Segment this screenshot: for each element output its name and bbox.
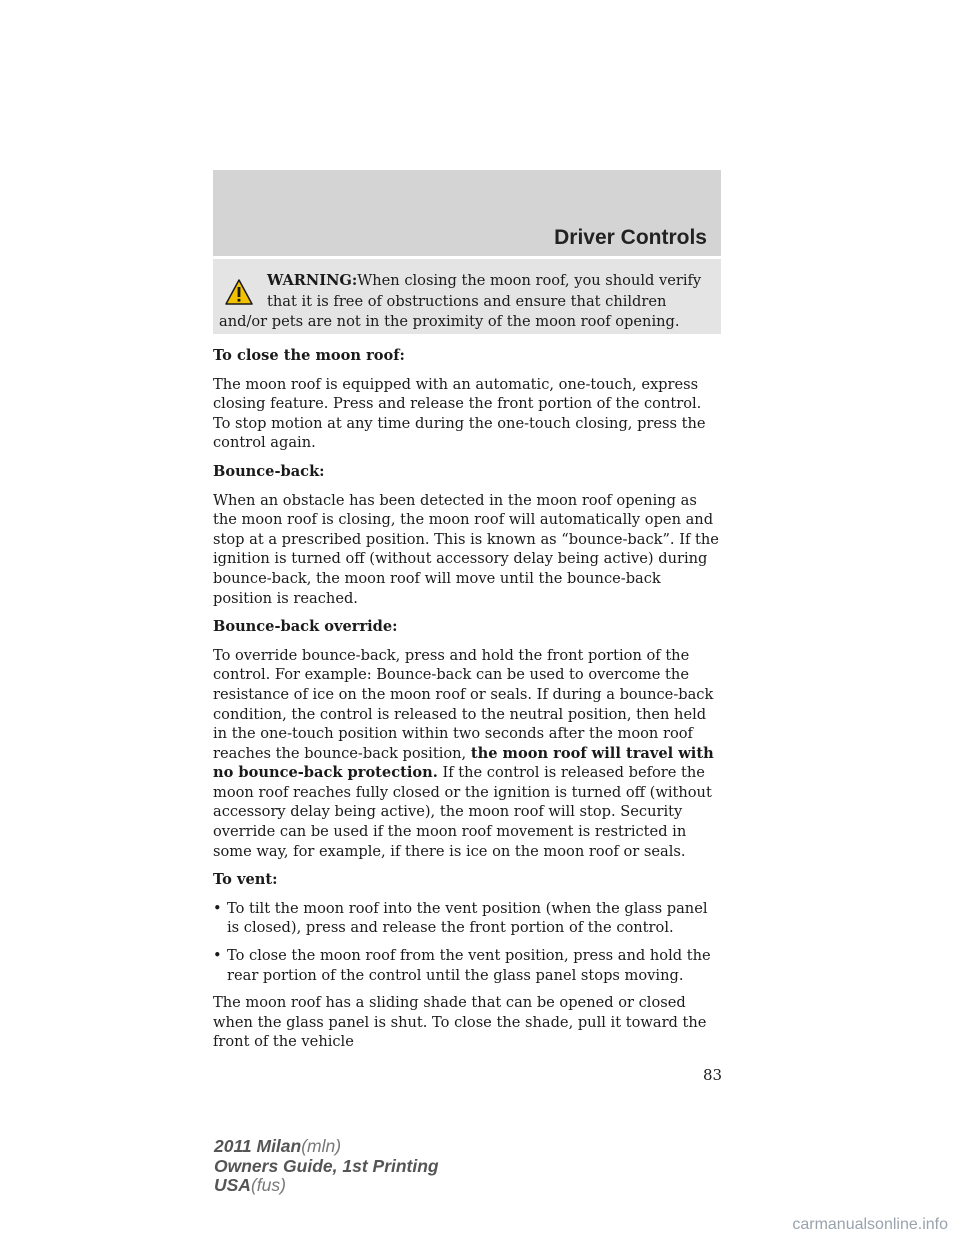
list-item-text: To tilt the moon roof into the vent position (when the glass panel is closed), press and release the front portion of the control. bbox=[227, 899, 708, 937]
list-item-text: To close the moon roof from the vent position, press and hold the rear portion of the control until the glass panel stops moving. bbox=[227, 947, 711, 984]
bullet-marker: • bbox=[213, 947, 222, 965]
shade-paragraph: The moon roof has a sliding shade that can be opened or closed when the glass panel is shut. To close the shade, pull it toward the front of the vehicle bbox=[213, 994, 707, 1051]
close-paragraph: The moon roof is equipped with an automatic, one-touch, express closing feature. Press and release the front portion of the control. To stop motion at any time during the one-touch closing, press the control again. bbox=[213, 375, 706, 452]
override-text-1: To override bounce-back, press and hold the front portion of the control. For example: Bounce-back can be used to overcome the resistance of ice on the moon roof or seals. If during a bounce-back condition, the control is released to the neutral position, then held in the one-touch position within two seconds after the moon roof reaches the bounce-back position, bbox=[213, 646, 714, 762]
print-footer bbox=[214, 1137, 439, 1196]
warning-label: WARNING: bbox=[267, 272, 358, 289]
list-item bbox=[213, 946, 723, 985]
footer-market-code: (fus) bbox=[250, 1175, 286, 1195]
override-paragraph bbox=[213, 646, 723, 862]
footer-model: 2011 Milan bbox=[214, 1136, 302, 1156]
footer-market: USA bbox=[214, 1175, 251, 1195]
close-heading: To close the moon roof: bbox=[213, 347, 405, 364]
body-text bbox=[213, 346, 723, 1061]
vent-heading: To vent: bbox=[213, 871, 278, 889]
footer-line-3 bbox=[214, 1176, 439, 1196]
override-text-2: If the control is released before the moon roof reaches fully closed or the ignition is turned off (without accessory delay being active), the moon roof will stop. Security override can be used if the moon roof movement is restricted in some way, for example, if there is ice on the moon roof or seals. bbox=[213, 764, 712, 860]
watermark: carmanualsonline.info bbox=[792, 1216, 948, 1233]
footer-printing: Owners Guide, 1st Printing bbox=[214, 1155, 439, 1176]
bullet-marker: • bbox=[213, 899, 222, 917]
override-heading: Bounce-back override: bbox=[213, 618, 398, 636]
warning-triangle-icon bbox=[225, 278, 253, 306]
bounce-paragraph: When an obstacle has been detected in the moon roof opening as the moon roof is closing, the moon roof will automatically open and stop at a prescribed position. This is known as “bounce-back”. If the ignition is turned off (without accessory delay being active) during bounce-back, the moon roof will move until the bounce-back position is reached. bbox=[213, 491, 719, 607]
page-number: 83 bbox=[703, 1066, 723, 1084]
footer-line-2 bbox=[214, 1157, 439, 1177]
footer-line-1 bbox=[214, 1137, 439, 1157]
footer-model-code: (mln) bbox=[301, 1136, 342, 1156]
section-header-band bbox=[213, 170, 721, 256]
warning-text: When closing the moon roof, you should verify that it is free of obstructions and ensure that children and/or pets are not in the proximity of the moon roof opening. bbox=[219, 272, 702, 330]
warning-box bbox=[213, 259, 721, 334]
section-title: Driver Controls bbox=[554, 226, 707, 249]
list-item bbox=[213, 899, 723, 938]
override-text-bold: the moon roof will travel with no bounce-back protection. bbox=[213, 744, 714, 782]
bounce-heading: Bounce-back: bbox=[213, 462, 325, 480]
